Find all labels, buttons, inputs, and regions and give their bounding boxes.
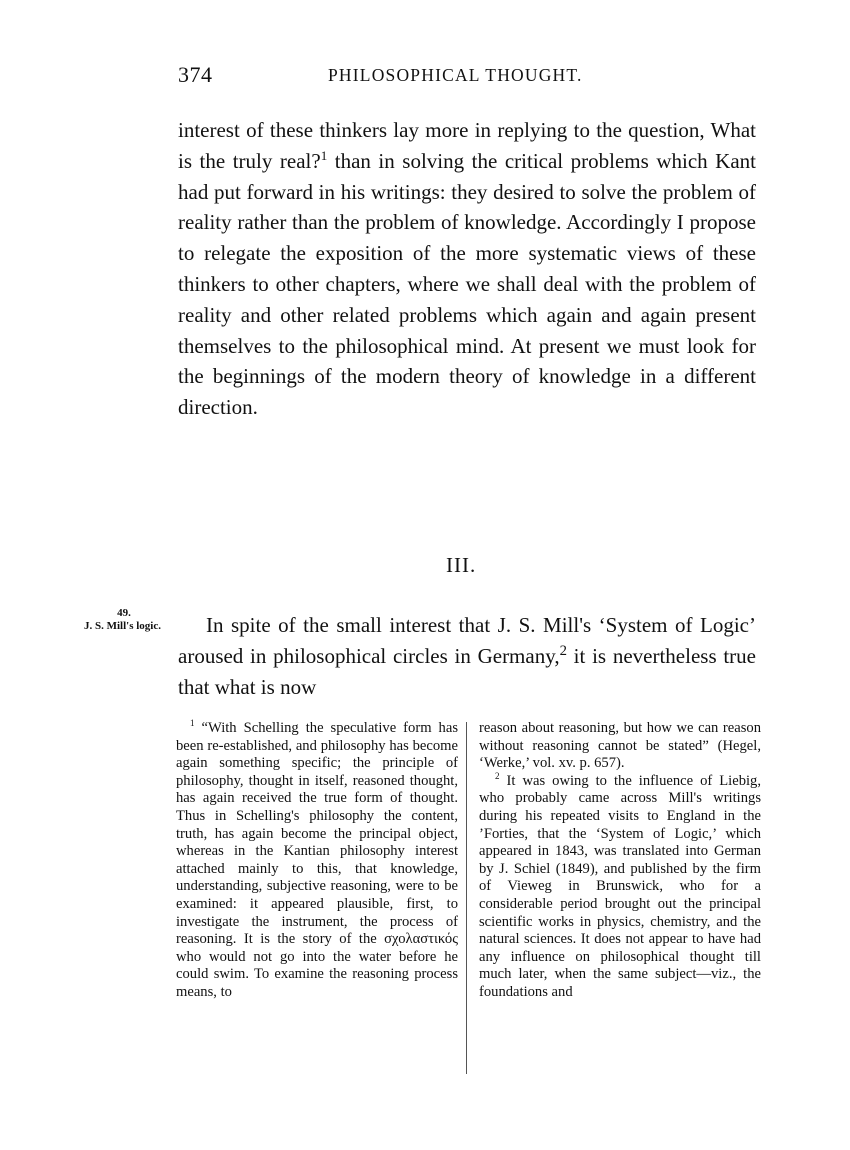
footnote-column-left <box>176 720 458 1002</box>
paragraph-text: In spite of the small interest that J. S. Mill's ‘System of Logic’ aroused in philosophical circles in Germany, <box>178 613 756 668</box>
footnote-1 <box>176 720 458 1002</box>
page-number: 374 <box>178 62 213 87</box>
margin-note <box>84 607 164 632</box>
footnote-marker: 1 <box>190 718 195 729</box>
running-head: PHILOSOPHICAL THOUGHT. <box>328 65 583 85</box>
paragraph-text: it is nevertheless true that what is now <box>178 643 756 699</box>
footnote-marker: 2 <box>495 770 500 781</box>
footnote-reference: 2 <box>559 642 567 659</box>
page-header <box>178 62 756 92</box>
footnote-1-continued: reason about reasoning, but how we can reason without reasoning cannot be stated” (Hegel, ‘Werke,’ vol. xv. p. 657). <box>479 720 761 772</box>
body-paragraph <box>178 610 756 702</box>
footnote-text: “With Schelling the speculative form has been re-established, and philosophy has become again something specific; the principle of philosophy, thought in itself, reasoned thought, has again received the true form of thought. Thus in Schelling's philosophy the content, truth, has again become the principal object, whereas in the Kantian philosophy interest attached mainly to this, that knowledge, understanding, subjective reasoning, were to be examined: it appeared plausible, first, to investigate the instrument, the process of reasoning. It is the story of the σχολαστικός who would not go into the water before he could swim. To examine the reasoning process means, to <box>176 720 458 1000</box>
paragraph-text: interest of these thinkers lay more in replying to the question, What is the truly real? <box>178 118 756 173</box>
column-divider <box>466 722 467 1074</box>
body-paragraph <box>178 115 756 423</box>
footnote-2 <box>479 770 761 1002</box>
footnote-reference: 1 <box>320 147 328 163</box>
margin-note-number: 49. <box>117 607 131 619</box>
footnote-column-right <box>479 720 761 1002</box>
footnote-text: It was owing to the influence of Liebig, who probably came across Mill's writings during his repeated visits to England in the ’Forties, that the ‘System of Logic,’ which appeared in 1843, was translated into German by J. Schiel (1849), and published by the firm of Vieweg in Brunswick, who for a considerable period brought out the principal scientific works in physics, chemistry, and the natural sciences. It does not appear to have had any influence on philosophical thought till much later, when the same subject—viz., the foundations and <box>479 772 761 1000</box>
section-heading: III. <box>446 553 477 577</box>
margin-note-text: J. S. Mill's logic. <box>84 619 161 632</box>
paragraph-text: than in solving the critical problems which Kant had put forward in his writings: they desired to solve the problem of reality rather than the problem of knowledge. Accordingly I propose to relegate the exposition of the more systematic views of these thinkers to other chapters, where we shall deal with the problem of reality and other related problems which again and again present themselves to the philosophical mind. At present we must look for the beginnings of the modern theory of knowledge in a different direction. <box>178 148 756 420</box>
